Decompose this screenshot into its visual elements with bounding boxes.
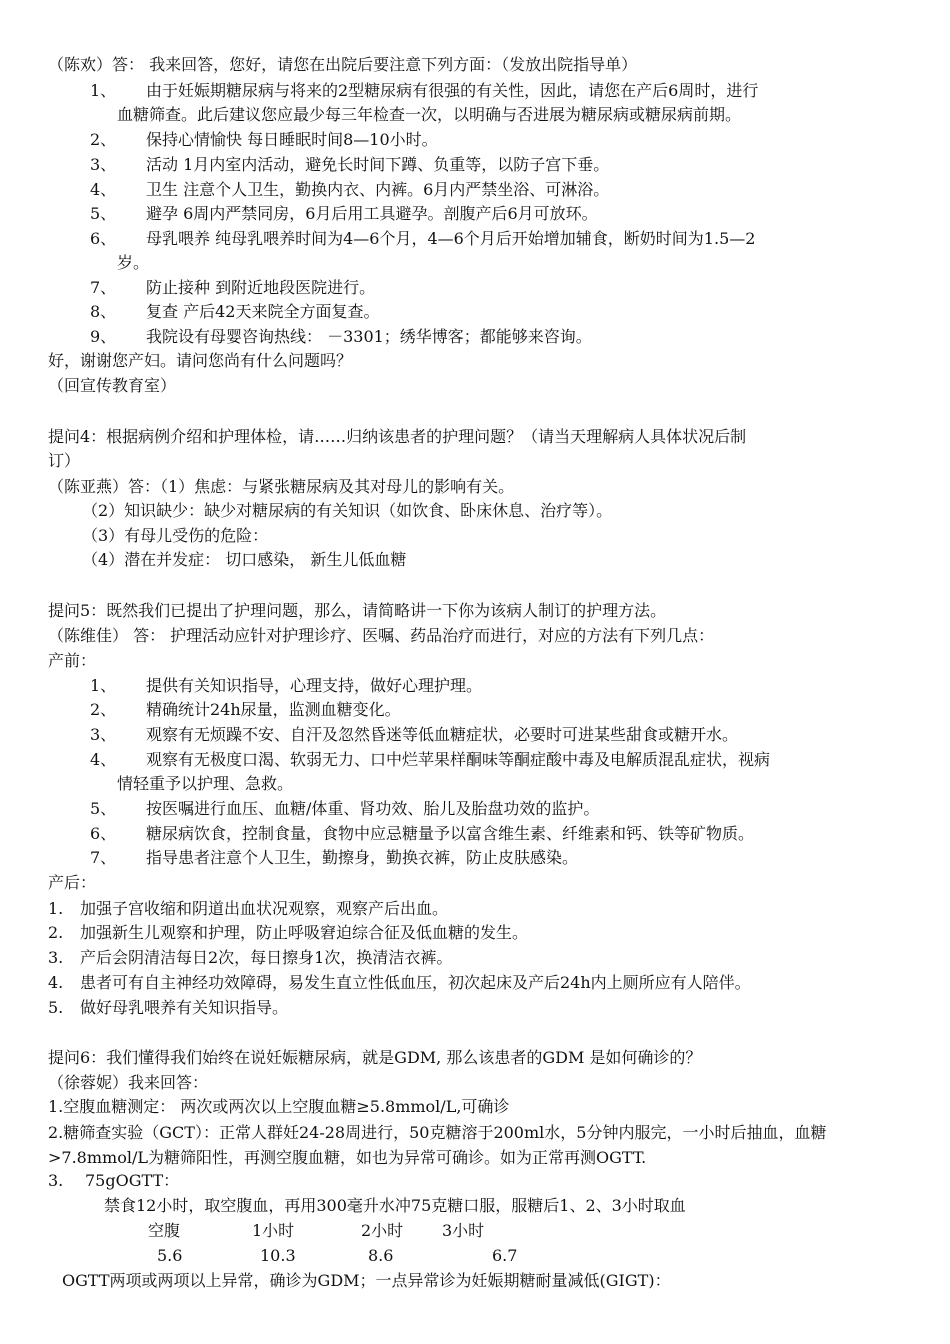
ogtt-procedure: 禁食12小时，取空腹血，再用300毫升水冲75克糖口服，服糖后1、2、3小时取血 xyxy=(104,1196,686,1215)
ogtt-header-2h: 2小时 xyxy=(361,1221,404,1240)
nursing-problem: （4）潜在并发症： 切口感染， 新生儿低血糖 xyxy=(82,550,407,569)
list-item: 按医嘱进行血压、血糖/体重、肾功效、胎儿及胎盘功效的监护。 xyxy=(146,799,600,818)
list-number: 8、 xyxy=(90,302,117,321)
ogtt-conclusion: OGTT两项或两项以上异常，确诊为GDM；一点异常诊为妊娠期糖耐量减低(GIGT)： xyxy=(62,1271,671,1290)
list-item: 卫生 注意个人卫生，勤换内衣、内裤。6月内严禁坐浴、可淋浴。 xyxy=(146,180,610,199)
list-item: 做好母乳喂养有关知识指导。 xyxy=(80,998,289,1017)
answer-line: （徐蓉妮）我来回答： xyxy=(48,1073,209,1092)
list-item: 活动 1月内室内活动，避免长时间下蹲、负重等，以防子宫下垂。 xyxy=(146,155,610,174)
list-number: 5. xyxy=(48,998,64,1017)
list-number: 2、 xyxy=(90,700,117,719)
answer-line: （陈维佳） 答： 护理活动应针对护理诊疗、医嘱、药品治疗而进行，对应的方法有下列几点： xyxy=(48,626,715,645)
list-item: 复查 产后42天来院全方面复查。 xyxy=(146,302,380,321)
list-item-continuation: 情轻重予以护理、急救。 xyxy=(117,774,294,793)
question-5: 提问5：既然我们已提出了护理问题，那么，请简略讲一下你为该病人制订的护理方法。 xyxy=(48,601,667,620)
list-item: 观察有无极度口渴、软弱无力、口中烂苹果样酮味等酮症酸中毒及电解质混乱症状，视病 xyxy=(146,750,771,769)
ogtt-value-2h: 8.6 xyxy=(368,1246,394,1265)
list-number: 1、 xyxy=(90,676,117,695)
diagnosis-item-1: 1.空腹血糖测定： 两次或两次以上空腹血糖≥5.8mmol/L,可确诊 xyxy=(48,1097,510,1116)
diagnosis-item-2: 2.糖筛查实验（GCT）：正常人群妊24-28周进行，50克糖溶于200ml水，5分钟内服完，一小时后抽血，血糖 >7.8mmol/L为糖筛阳性，再测空腹血糖，如也为异常可确诊。如为正常再测OGTT. xyxy=(48,1123,827,1167)
list-item: 防止接种 到附近地段医院进行。 xyxy=(146,278,376,297)
question-6: 提问6：我们懂得我们始终在说妊娠糖尿病，就是GDM, 那么该患者的GDM 是如何确诊的？ xyxy=(48,1048,702,1067)
list-number: 3. xyxy=(48,1171,64,1190)
list-number: 3. xyxy=(48,948,64,967)
list-number: 5、 xyxy=(90,799,117,818)
list-number: 4、 xyxy=(90,180,117,199)
list-item: 患者可有自主神经功效障碍，易发生直立性低血压，初次起床及产后24h内上厕所应有人陪伴。 xyxy=(80,973,751,992)
postnatal-label: 产后： xyxy=(48,873,97,892)
list-item: 加强子宫收缩和阴道出血状况观察，观察产后出血。 xyxy=(80,899,449,918)
ogtt-value-3h: 6.7 xyxy=(492,1246,518,1265)
nursing-problem: （2）知识缺少：缺少对糖尿病的有关知识（如饮食、卧床休息、治疗等）。 xyxy=(82,501,613,520)
answer-line: （陈亚燕）答：（1）焦虑：与紧张糖尿病及其对母儿的影响有关。 xyxy=(48,477,515,496)
ogtt-header-1h: 1小时 xyxy=(252,1221,295,1240)
list-item: 加强新生儿观察和护理，防止呼吸窘迫综合征及低血糖的发生。 xyxy=(80,923,529,942)
list-item: 由于妊娠期糖尿病与将来的2型糖尿病有很强的有关性，因此，请您在产后6周时，进行 xyxy=(146,81,759,100)
ogtt-header-fasting: 空腹 xyxy=(148,1221,181,1240)
question-4-continuation: 订） xyxy=(48,451,81,470)
list-number: 3、 xyxy=(90,725,117,744)
list-item: 观察有无烦躁不安、自汗及忽然昏迷等低血糖症状，必要时可进某些甜食或糖开水。 xyxy=(146,725,739,744)
list-number: 6、 xyxy=(90,229,117,248)
note-line: （回宣传教育室） xyxy=(48,376,177,395)
list-number: 7、 xyxy=(90,848,117,867)
list-item: 保持心情愉快 每日睡眠时间8—10小时。 xyxy=(146,130,438,149)
list-number: 4. xyxy=(48,973,64,992)
nursing-problem: （3）有母儿受伤的危险： xyxy=(82,526,269,545)
list-item: 精确统计24h尿量，监测血糖变化。 xyxy=(146,700,401,719)
list-number: 1. xyxy=(48,899,64,918)
list-number: 9、 xyxy=(90,327,117,346)
list-number: 6、 xyxy=(90,824,117,843)
list-number: 7、 xyxy=(90,278,117,297)
list-number: 2、 xyxy=(90,130,117,149)
list-item-continuation: 血糖筛查。此后建议您应最少每三年检查一次，以明确与否进展为糖尿病或糖尿病前期。 xyxy=(117,105,742,124)
diagnosis-item-3: 75gOGTT： xyxy=(85,1171,180,1190)
list-item: 糖尿病饮食，控制食量，食物中应忌糖量予以富含维生素、纤维素和钙、铁等矿物质。 xyxy=(146,824,755,843)
list-item: 指导患者注意个人卫生，勤擦身，勤换衣裤，防止皮肤感染。 xyxy=(146,848,579,867)
ogtt-value-fasting: 5.6 xyxy=(157,1246,183,1265)
list-number: 3、 xyxy=(90,155,117,174)
list-number: 2. xyxy=(48,923,64,942)
prenatal-label: 产前： xyxy=(48,651,97,670)
list-item-continuation: 岁。 xyxy=(117,253,150,272)
list-item: 产后会阴清洁每日2次，每日擦身1次，换清洁衣裤。 xyxy=(80,948,453,967)
list-number: 5、 xyxy=(90,204,117,223)
ogtt-header-3h: 3小时 xyxy=(442,1221,485,1240)
list-number: 1、 xyxy=(90,81,117,100)
list-number: 4、 xyxy=(90,750,117,769)
list-item: 母乳喂养 纯母乳喂养时间为4—6个月，4—6个月后开始增加辅食，断奶时间为1.5—2 xyxy=(146,229,756,248)
ogtt-value-1h: 10.3 xyxy=(260,1246,296,1265)
list-item: 我院设有母婴咨询热线： －3301；绣华博客；都能够来咨询。 xyxy=(146,327,592,346)
list-item: 避孕 6周内严禁同房，6月后用工具避孕。剖腹产后6月可放环。 xyxy=(146,204,598,223)
closing-line: 好，谢谢您产妇。请问您尚有什么问题吗？ xyxy=(48,351,353,370)
list-item: 提供有关知识指导，心理支持，做好心理护理。 xyxy=(146,676,483,695)
question-4: 提问4：根据病例介绍和护理体检，请……归纳该患者的护理问题？（请当天理解病人具体状况后制 xyxy=(48,427,747,446)
answer-intro: （陈欢）答： 我来回答，您好，请您在出院后要注意下列方面：（发放出院指导单） xyxy=(48,55,638,74)
